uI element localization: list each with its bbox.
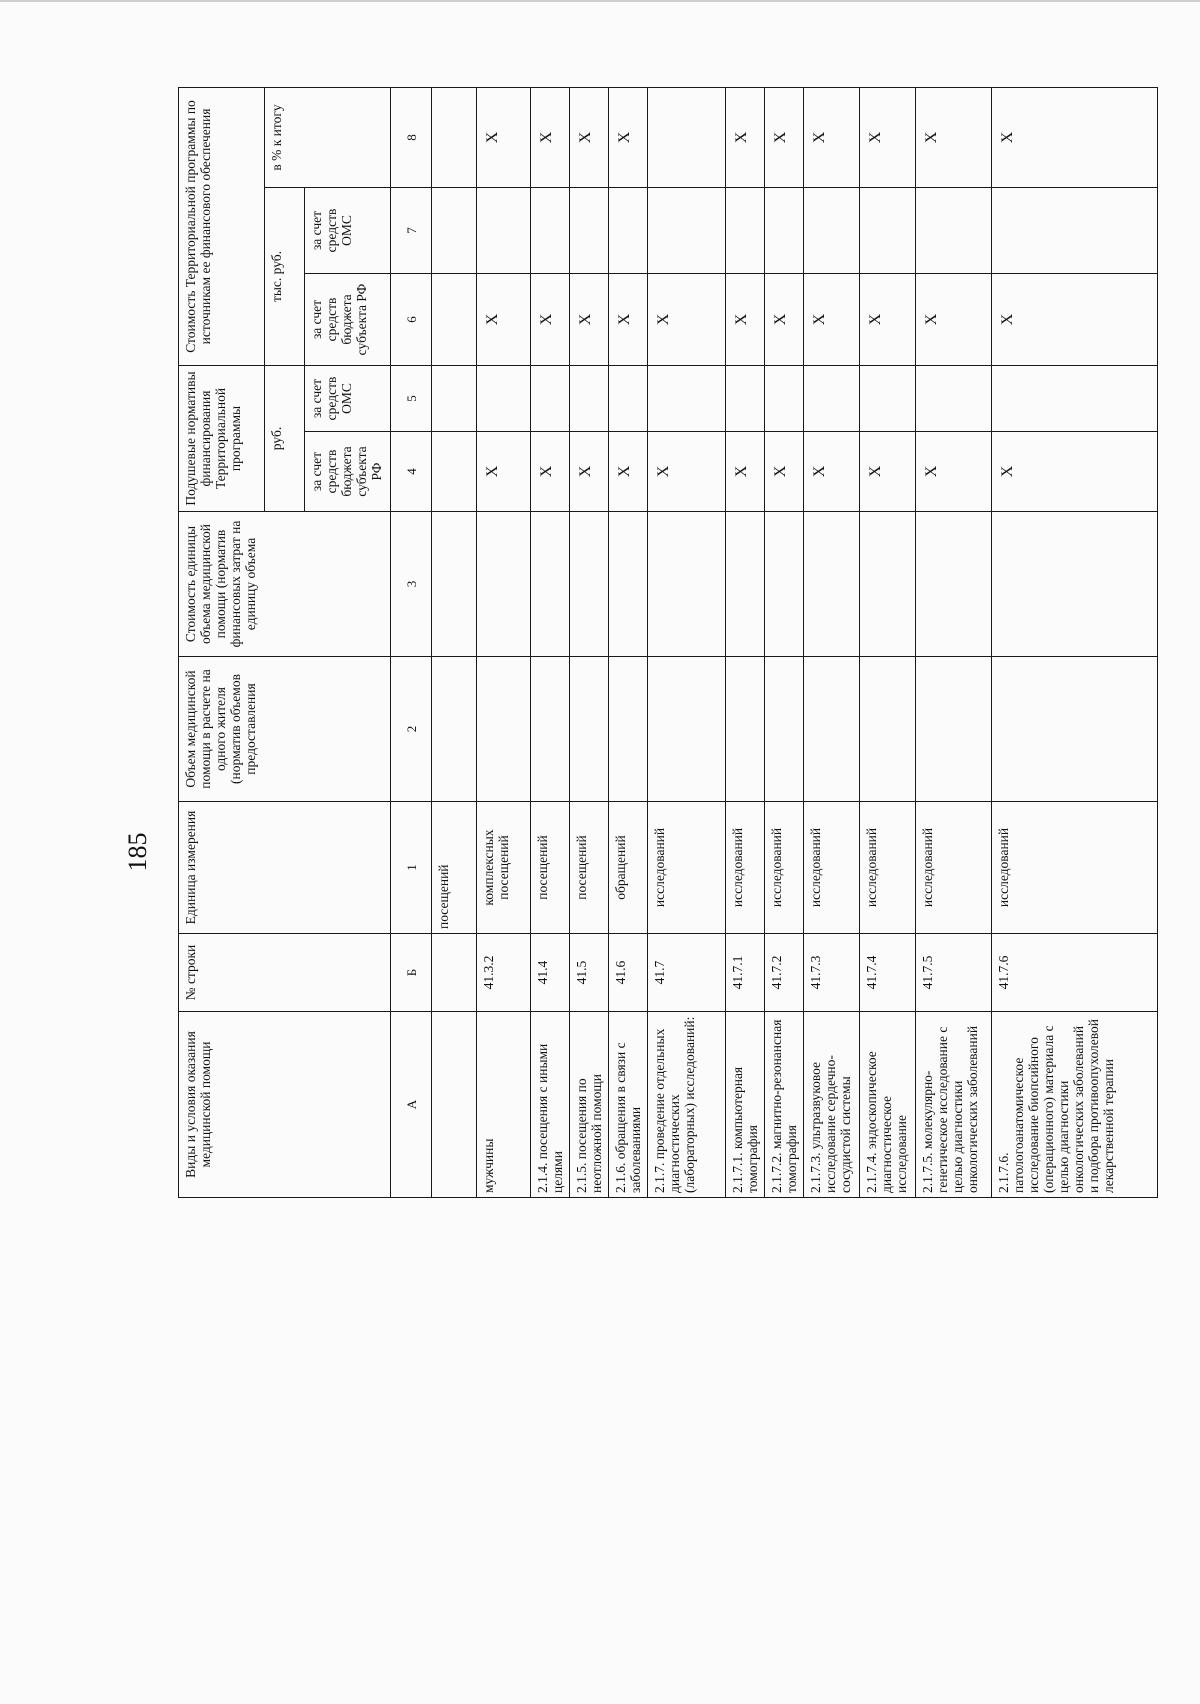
row-line-number: 41.7.3 — [804, 934, 860, 1012]
row-name: 2.1.4. посещения с иными целями — [531, 1012, 570, 1198]
row-c4: Х — [570, 432, 609, 512]
row-unit: обращений — [609, 802, 648, 934]
row-c2 — [726, 657, 765, 802]
row-line-number: 41.5 — [570, 934, 609, 1012]
financing-table — [178, 87, 1158, 1198]
row-c5 — [992, 365, 1158, 431]
row-line-number: 41.3.2 — [477, 934, 531, 1012]
header-col-1: Единица измерения — [179, 802, 391, 934]
column-number: 5 — [391, 365, 432, 431]
row-c6: Х — [860, 273, 916, 365]
table-row — [570, 87, 609, 1197]
header-pct-total: в % к итогу — [265, 87, 391, 187]
header-tys-rub: тыс. руб. — [265, 187, 305, 365]
row-c3 — [992, 512, 1158, 657]
row-c6: Х — [648, 273, 726, 365]
row-unit: исследований — [860, 802, 916, 934]
row-unit: исследований — [992, 802, 1158, 934]
header-group-norms: Подушевые нормативы финансирования Территориальной программы — [179, 365, 265, 511]
header-budget-4: за счет средств бюджета субъекта РФ — [305, 432, 391, 512]
row-line-number: 41.7.2 — [765, 934, 804, 1012]
row-c5 — [477, 365, 531, 431]
row-c8: Х — [765, 87, 804, 187]
column-number: 7 — [391, 187, 432, 273]
row-c7 — [477, 187, 531, 273]
row-c6: Х — [609, 273, 648, 365]
rotated-page — [178, 88, 1200, 1198]
row-c7 — [432, 187, 477, 273]
row-c5 — [726, 365, 765, 431]
row-c2 — [609, 657, 648, 802]
row-c4: Х — [477, 432, 531, 512]
table-row — [432, 87, 477, 1197]
table-row — [992, 87, 1158, 1197]
row-c7 — [570, 187, 609, 273]
row-c2 — [765, 657, 804, 802]
row-c8: Х — [992, 87, 1158, 187]
row-line-number: 41.4 — [531, 934, 570, 1012]
row-line-number: 41.7.5 — [916, 934, 992, 1012]
row-name: 2.1.6. обращения в связи с заболеваниями — [609, 1012, 648, 1198]
row-c7 — [916, 187, 992, 273]
row-c2 — [804, 657, 860, 802]
row-unit: исследований — [765, 802, 804, 934]
row-c6: Х — [804, 273, 860, 365]
row-name: 2.1.5. посещения по неотложной помощи — [570, 1012, 609, 1198]
header-budget-6: за счет средств бюджета субъекта РФ — [305, 273, 391, 365]
table-row — [860, 87, 916, 1197]
row-unit: посещений — [570, 802, 609, 934]
row-c3 — [648, 512, 726, 657]
header-col-3: Стоимость единицы объема медицинской помощи (норматив финансовых затрат на единицу объема — [179, 512, 391, 657]
header-oms-7: за счет средств ОМС — [305, 187, 391, 273]
table-row — [531, 87, 570, 1197]
row-c3 — [726, 512, 765, 657]
row-c3 — [477, 512, 531, 657]
row-line-number: 41.7.1 — [726, 934, 765, 1012]
row-c8: Х — [609, 87, 648, 187]
column-number: 1 — [391, 802, 432, 934]
row-c6: Х — [916, 273, 992, 365]
row-c3 — [432, 512, 477, 657]
row-c6: Х — [765, 273, 804, 365]
row-c5 — [804, 365, 860, 431]
table-row — [648, 87, 726, 1197]
row-c8 — [648, 87, 726, 187]
row-unit: исследований — [648, 802, 726, 934]
row-c8: Х — [570, 87, 609, 187]
row-c2 — [860, 657, 916, 802]
row-c3 — [531, 512, 570, 657]
row-c4: Х — [860, 432, 916, 512]
row-unit: исследований — [726, 802, 765, 934]
column-number: 4 — [391, 432, 432, 512]
row-c4: Х — [531, 432, 570, 512]
row-c7 — [804, 187, 860, 273]
row-c4 — [432, 432, 477, 512]
scan-edge-line — [0, 0, 1200, 2]
row-name: 2.1.7.4. эндоскопическое диагностическое исследование — [860, 1012, 916, 1198]
row-c2 — [531, 657, 570, 802]
row-c4: Х — [726, 432, 765, 512]
row-c7 — [726, 187, 765, 273]
row-c3 — [609, 512, 648, 657]
row-c4: Х — [804, 432, 860, 512]
column-number: 2 — [391, 657, 432, 802]
header-col-2: Объем медицинской помощи в расчете на одного жителя (норматив объемов предоставления — [179, 657, 391, 802]
row-c5 — [648, 365, 726, 431]
row-c4: Х — [609, 432, 648, 512]
row-c6 — [432, 273, 477, 365]
header-rub: руб. — [265, 365, 305, 511]
row-c3 — [765, 512, 804, 657]
row-name: 2.1.7.1. компьютерная томография — [726, 1012, 765, 1198]
row-c2 — [916, 657, 992, 802]
row-c2 — [570, 657, 609, 802]
column-number: 6 — [391, 273, 432, 365]
row-c7 — [648, 187, 726, 273]
row-c5 — [765, 365, 804, 431]
row-c2 — [477, 657, 531, 802]
row-unit: исследований — [804, 802, 860, 934]
table-row — [477, 87, 531, 1197]
header-col-b: № строки — [179, 934, 391, 1012]
row-c7 — [765, 187, 804, 273]
row-c5 — [531, 365, 570, 431]
row-c6: Х — [570, 273, 609, 365]
row-c7 — [531, 187, 570, 273]
table-row — [916, 87, 992, 1197]
row-c3 — [804, 512, 860, 657]
table-row — [726, 87, 765, 1197]
row-c6: Х — [477, 273, 531, 365]
row-c8: Х — [531, 87, 570, 187]
row-c5 — [432, 365, 477, 431]
row-c3 — [916, 512, 992, 657]
row-c8: Х — [726, 87, 765, 187]
column-number: А — [391, 1012, 432, 1198]
row-c3 — [860, 512, 916, 657]
row-c7 — [992, 187, 1158, 273]
table-row — [609, 87, 648, 1197]
row-c8: Х — [477, 87, 531, 187]
row-name: мужчины — [477, 1012, 531, 1198]
header-oms-5: за счет средств ОМС — [305, 365, 391, 431]
table-row — [804, 87, 860, 1197]
row-c5 — [609, 365, 648, 431]
table-body — [391, 87, 1158, 1197]
row-c4: Х — [648, 432, 726, 512]
row-c3 — [570, 512, 609, 657]
row-name: 2.1.7.3. ультразвуковое исследование сердечно-сосудистой системы — [804, 1012, 860, 1198]
row-line-number: 41.6 — [609, 934, 648, 1012]
row-c6: Х — [992, 273, 1158, 365]
row-unit: посещений — [432, 802, 477, 934]
row-c5 — [916, 365, 992, 431]
row-unit: исследований — [916, 802, 992, 934]
row-c4: Х — [765, 432, 804, 512]
row-name: 2.1.7. проведение отдельных диагностических (лабораторных) исследований: — [648, 1012, 726, 1198]
row-c2 — [648, 657, 726, 802]
row-c6: Х — [531, 273, 570, 365]
column-number: 8 — [391, 87, 432, 187]
page-number: 185 — [123, 832, 152, 872]
header-col-a: Виды и условия оказания медицинской помощи — [179, 1012, 391, 1198]
row-c5 — [860, 365, 916, 431]
row-line-number: 41.7.4 — [860, 934, 916, 1012]
row-name: 2.1.7.6. патологоанатомическое исследование биопсийного (операционного) материала с целью диагностики онкологических заболеваний и подбора противоопухолевой лекарственной терапии — [992, 1012, 1158, 1198]
row-unit: посещений — [531, 802, 570, 934]
row-c8: Х — [860, 87, 916, 187]
row-c8: Х — [916, 87, 992, 187]
table-row — [765, 87, 804, 1197]
row-c4: Х — [992, 432, 1158, 512]
column-number: 3 — [391, 512, 432, 657]
column-numbers-row — [391, 87, 432, 1197]
row-name: 2.1.7.2. магнитно-резонансная томография — [765, 1012, 804, 1198]
row-c8 — [432, 87, 477, 187]
row-line-number: 41.7.6 — [992, 934, 1158, 1012]
row-line-number: 41.7 — [648, 934, 726, 1012]
row-c8: Х — [804, 87, 860, 187]
row-c4: Х — [916, 432, 992, 512]
column-number: Б — [391, 934, 432, 1012]
row-c7 — [609, 187, 648, 273]
row-unit: комплексных посещений — [477, 802, 531, 934]
row-line-number — [432, 934, 477, 1012]
row-c6: Х — [726, 273, 765, 365]
row-c5 — [570, 365, 609, 431]
row-name — [432, 1012, 477, 1198]
row-c2 — [992, 657, 1158, 802]
row-c2 — [432, 657, 477, 802]
row-c7 — [860, 187, 916, 273]
table-wrapper — [178, 88, 1200, 1198]
header-group-cost: Стоимость Территориальной программы по источникам ее финансового обеспечения — [179, 87, 265, 365]
row-name: 2.1.7.5. молекулярно-генетическое исследование с целью диагностики онкологических заболеваний — [916, 1012, 992, 1198]
